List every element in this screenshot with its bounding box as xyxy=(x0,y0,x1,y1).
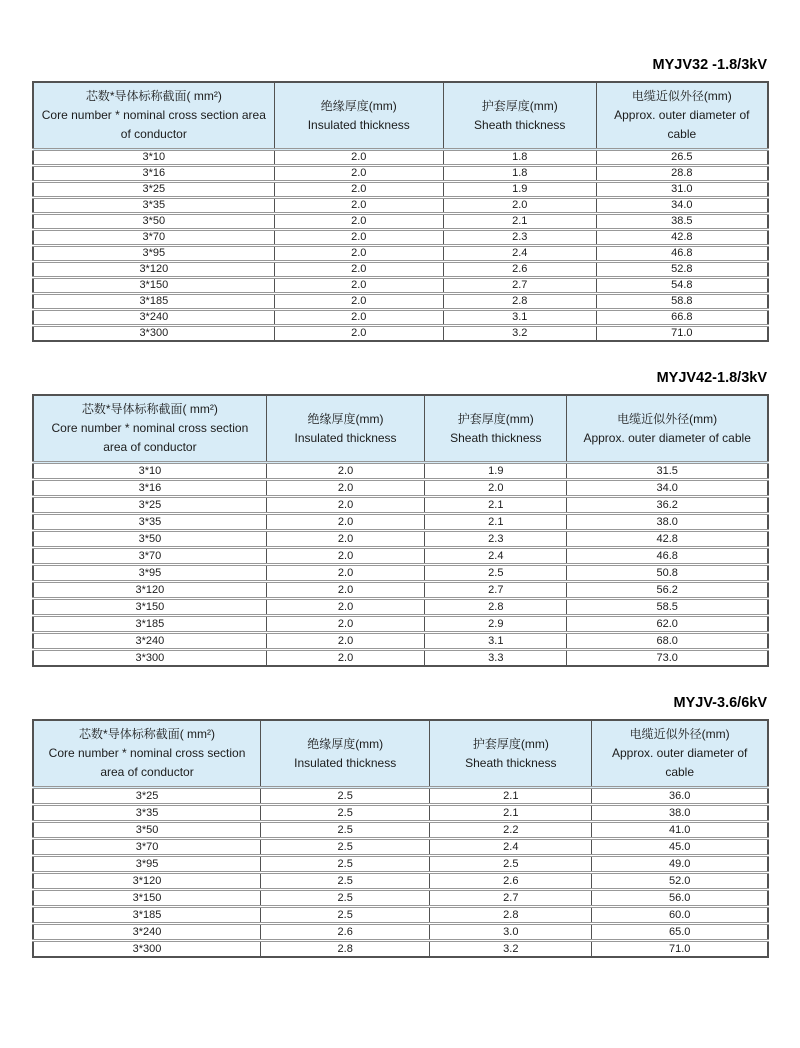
data-cell: 34.0 xyxy=(567,480,768,497)
data-row xyxy=(33,497,768,514)
data-row xyxy=(33,941,768,958)
data-row xyxy=(33,531,768,548)
header-line: 芯数*导体标称截面( mm²) xyxy=(79,727,216,741)
data-row xyxy=(33,650,768,667)
header-cell xyxy=(274,82,443,150)
header-cell xyxy=(596,82,768,150)
data-cell: 42.8 xyxy=(567,531,768,548)
header-line: Approx. outer diameter of xyxy=(611,746,748,760)
data-cell: 3*25 xyxy=(33,788,261,805)
data-row xyxy=(33,822,768,839)
data-cell: 50.8 xyxy=(567,565,768,582)
data-cell: 3*240 xyxy=(33,310,274,326)
header-row xyxy=(33,395,768,463)
data-row xyxy=(33,788,768,805)
spec-table-myjv32 xyxy=(32,81,769,342)
data-cell: 71.0 xyxy=(596,326,768,342)
data-cell: 2.4 xyxy=(430,839,592,856)
header-line: Insulated thickness xyxy=(294,755,397,770)
data-cell: 2.9 xyxy=(425,616,567,633)
data-cell: 2.0 xyxy=(274,198,443,214)
data-cell: 2.4 xyxy=(425,548,567,565)
data-cell: 3*10 xyxy=(33,463,266,480)
data-cell: 2.3 xyxy=(425,531,567,548)
spec-table-myjv42 xyxy=(32,394,769,667)
data-cell: 2.0 xyxy=(274,182,443,198)
data-row xyxy=(33,599,768,616)
data-row xyxy=(33,166,768,182)
data-cell: 3*35 xyxy=(33,198,274,214)
data-row xyxy=(33,839,768,856)
data-cell: 3*25 xyxy=(33,182,274,198)
data-cell: 2.5 xyxy=(261,839,430,856)
data-cell: 28.8 xyxy=(596,166,768,182)
header-line: Insulated thickness xyxy=(307,117,410,132)
header-line: 芯数*导体标称截面( mm²) xyxy=(81,402,218,416)
data-row xyxy=(33,805,768,822)
data-cell: 1.9 xyxy=(443,182,596,198)
header-cell xyxy=(567,395,768,463)
data-cell: 3*25 xyxy=(33,497,266,514)
table-title: MYJV42-1.8/3kV xyxy=(656,370,767,386)
data-cell: 1.9 xyxy=(425,463,567,480)
header-row xyxy=(33,82,768,150)
header-line: 绝缘厚度(mm) xyxy=(307,736,384,751)
data-cell: 2.0 xyxy=(266,463,424,480)
data-cell: 3*185 xyxy=(33,616,266,633)
header-cell xyxy=(33,82,274,150)
data-cell: 2.5 xyxy=(261,856,430,873)
data-cell: 3*50 xyxy=(33,214,274,230)
header-line: cable xyxy=(667,127,697,141)
header-line: Approx. outer diameter of xyxy=(614,108,750,122)
data-cell: 3*70 xyxy=(33,230,274,246)
table-head xyxy=(33,395,768,463)
data-cell: 56.0 xyxy=(592,890,768,907)
data-cell: 62.0 xyxy=(567,616,768,633)
data-cell: 3*16 xyxy=(33,480,266,497)
header-cell xyxy=(430,720,592,788)
data-row xyxy=(33,890,768,907)
header-line: area of conductor xyxy=(100,765,194,779)
data-cell: 2.6 xyxy=(443,262,596,278)
data-cell: 3*70 xyxy=(33,839,261,856)
header-line: 芯数*导体标称截面( mm²) xyxy=(85,89,222,103)
data-cell: 36.2 xyxy=(567,497,768,514)
data-cell: 3*95 xyxy=(33,246,274,262)
header-line: Sheath thickness xyxy=(450,430,542,445)
data-cell: 3*185 xyxy=(33,907,261,924)
data-cell: 2.0 xyxy=(266,633,424,650)
data-row xyxy=(33,463,768,480)
data-cell: 3*185 xyxy=(33,294,274,310)
data-cell: 2.1 xyxy=(443,214,596,230)
data-cell: 3*50 xyxy=(33,531,266,548)
data-cell: 2.5 xyxy=(261,805,430,822)
header-cell xyxy=(425,395,567,463)
header-cell xyxy=(266,395,424,463)
data-cell: 2.5 xyxy=(261,788,430,805)
header-line: 护套厚度(mm) xyxy=(472,736,549,751)
data-cell: 2.7 xyxy=(443,278,596,294)
data-cell: 2.2 xyxy=(430,822,592,839)
data-cell: 2.3 xyxy=(443,230,596,246)
data-row xyxy=(33,310,768,326)
table-title: MYJV32 -1.8/3kV xyxy=(652,57,767,73)
header-cell xyxy=(443,82,596,150)
data-cell: 2.0 xyxy=(266,565,424,582)
data-cell: 3*120 xyxy=(33,262,274,278)
data-cell: 2.0 xyxy=(274,262,443,278)
data-row xyxy=(33,246,768,262)
data-cell: 2.0 xyxy=(274,166,443,182)
data-cell: 2.1 xyxy=(430,788,592,805)
data-cell: 68.0 xyxy=(567,633,768,650)
data-cell: 2.0 xyxy=(274,246,443,262)
header-line: area of conductor xyxy=(103,440,197,454)
data-cell: 2.5 xyxy=(261,907,430,924)
data-cell: 58.5 xyxy=(567,599,768,616)
data-cell: 3.2 xyxy=(443,326,596,342)
data-row xyxy=(33,150,768,166)
data-cell: 31.0 xyxy=(596,182,768,198)
data-cell: 73.0 xyxy=(567,650,768,667)
data-row xyxy=(33,633,768,650)
data-cell: 2.0 xyxy=(425,480,567,497)
header-cell xyxy=(33,395,266,463)
header-line: cable xyxy=(665,765,695,779)
data-row xyxy=(33,182,768,198)
data-cell: 71.0 xyxy=(592,941,768,958)
data-cell: 2.0 xyxy=(274,278,443,294)
data-cell: 42.8 xyxy=(596,230,768,246)
data-cell: 3.1 xyxy=(443,310,596,326)
data-row xyxy=(33,480,768,497)
data-cell: 2.0 xyxy=(266,650,424,667)
data-cell: 3.3 xyxy=(425,650,567,667)
table-title: MYJV-3.6/6kV xyxy=(673,695,767,711)
data-cell: 2.0 xyxy=(274,310,443,326)
data-cell: 2.5 xyxy=(261,890,430,907)
data-cell: 3*35 xyxy=(33,514,266,531)
data-cell: 52.8 xyxy=(596,262,768,278)
data-cell: 38.0 xyxy=(592,805,768,822)
data-cell: 2.5 xyxy=(261,822,430,839)
data-cell: 2.0 xyxy=(266,480,424,497)
data-row xyxy=(33,582,768,599)
data-row xyxy=(33,326,768,342)
data-cell: 1.8 xyxy=(443,150,596,166)
data-cell: 45.0 xyxy=(592,839,768,856)
header-line: 护套厚度(mm) xyxy=(457,411,534,426)
data-cell: 2.4 xyxy=(443,246,596,262)
table-body xyxy=(33,463,768,667)
data-cell: 3.1 xyxy=(425,633,567,650)
data-cell: 46.8 xyxy=(567,548,768,565)
data-cell: 3*95 xyxy=(33,856,261,873)
data-cell: 3*50 xyxy=(33,822,261,839)
table-body xyxy=(33,788,768,958)
data-row xyxy=(33,262,768,278)
data-row xyxy=(33,616,768,633)
data-row xyxy=(33,873,768,890)
data-cell: 2.5 xyxy=(430,856,592,873)
data-cell: 2.6 xyxy=(261,924,430,941)
data-cell: 3*35 xyxy=(33,805,261,822)
data-cell: 2.0 xyxy=(266,548,424,565)
data-row xyxy=(33,548,768,565)
data-cell: 3*95 xyxy=(33,565,266,582)
table-section-myjv xyxy=(32,694,769,958)
data-cell: 58.8 xyxy=(596,294,768,310)
data-cell: 2.0 xyxy=(266,514,424,531)
data-cell: 2.1 xyxy=(425,497,567,514)
data-cell: 3*150 xyxy=(33,599,266,616)
header-line: Insulated thickness xyxy=(294,430,397,445)
data-row xyxy=(33,924,768,941)
header-line: 绝缘厚度(mm) xyxy=(307,411,384,426)
data-cell: 2.0 xyxy=(266,599,424,616)
data-cell: 3*10 xyxy=(33,150,274,166)
data-cell: 3*240 xyxy=(33,924,261,941)
data-row xyxy=(33,198,768,214)
header-line: 电缆近似外径(mm) xyxy=(631,89,732,103)
header-line: 电缆近似外径(mm) xyxy=(617,411,718,426)
data-cell: 2.0 xyxy=(274,294,443,310)
data-row xyxy=(33,856,768,873)
header-line: Sheath thickness xyxy=(465,755,557,770)
data-cell: 3*150 xyxy=(33,278,274,294)
data-cell: 60.0 xyxy=(592,907,768,924)
table-section-myjv32 xyxy=(32,56,769,342)
table-body xyxy=(33,150,768,342)
header-cell xyxy=(592,720,768,788)
data-cell: 46.8 xyxy=(596,246,768,262)
data-cell: 2.0 xyxy=(274,214,443,230)
data-cell: 52.0 xyxy=(592,873,768,890)
header-cell xyxy=(33,720,261,788)
data-cell: 66.8 xyxy=(596,310,768,326)
data-cell: 2.8 xyxy=(443,294,596,310)
spec-table-myjv xyxy=(32,719,769,958)
data-cell: 2.5 xyxy=(425,565,567,582)
header-line: Core number * nominal cross section xyxy=(51,421,249,435)
data-cell: 1.8 xyxy=(443,166,596,182)
data-row xyxy=(33,214,768,230)
data-cell: 38.5 xyxy=(596,214,768,230)
data-cell: 3*70 xyxy=(33,548,266,565)
data-row xyxy=(33,514,768,531)
data-cell: 3*120 xyxy=(33,582,266,599)
data-cell: 65.0 xyxy=(592,924,768,941)
data-cell: 3*240 xyxy=(33,633,266,650)
data-cell: 2.7 xyxy=(430,890,592,907)
data-row xyxy=(33,278,768,294)
header-line: of conductor xyxy=(120,127,187,141)
header-line: 绝缘厚度(mm) xyxy=(320,98,397,113)
data-row xyxy=(33,565,768,582)
data-cell: 56.2 xyxy=(567,582,768,599)
data-cell: 36.0 xyxy=(592,788,768,805)
header-line: Approx. outer diameter of cable xyxy=(583,430,751,445)
data-cell: 3.2 xyxy=(430,941,592,958)
header-line: Sheath thickness xyxy=(474,117,566,132)
data-cell: 3*300 xyxy=(33,650,266,667)
data-cell: 3*120 xyxy=(33,873,261,890)
header-line: 电缆近似外径(mm) xyxy=(629,727,730,741)
data-cell: 34.0 xyxy=(596,198,768,214)
table-head xyxy=(33,720,768,788)
data-cell: 2.8 xyxy=(425,599,567,616)
data-cell: 2.0 xyxy=(274,150,443,166)
table-head xyxy=(33,82,768,150)
data-cell: 49.0 xyxy=(592,856,768,873)
data-cell: 2.0 xyxy=(274,326,443,342)
data-cell: 2.8 xyxy=(430,907,592,924)
data-cell: 41.0 xyxy=(592,822,768,839)
header-cell xyxy=(261,720,430,788)
data-cell: 3*150 xyxy=(33,890,261,907)
data-cell: 2.5 xyxy=(261,873,430,890)
data-cell: 2.0 xyxy=(266,497,424,514)
data-cell: 3*300 xyxy=(33,326,274,342)
header-line: Core number * nominal cross section area xyxy=(41,108,266,122)
data-row xyxy=(33,907,768,924)
header-line: Core number * nominal cross section xyxy=(48,746,246,760)
data-cell: 2.0 xyxy=(443,198,596,214)
data-cell: 2.0 xyxy=(266,616,424,633)
data-cell: 38.0 xyxy=(567,514,768,531)
table-section-myjv42 xyxy=(32,369,769,667)
data-row xyxy=(33,230,768,246)
data-cell: 26.5 xyxy=(596,150,768,166)
data-cell: 2.7 xyxy=(425,582,567,599)
data-cell: 2.0 xyxy=(266,531,424,548)
data-cell: 2.8 xyxy=(261,941,430,958)
data-cell: 3*16 xyxy=(33,166,274,182)
data-cell: 3*300 xyxy=(33,941,261,958)
data-cell: 3.0 xyxy=(430,924,592,941)
header-line: 护套厚度(mm) xyxy=(481,98,558,113)
data-cell: 2.1 xyxy=(430,805,592,822)
data-cell: 2.0 xyxy=(266,582,424,599)
header-row xyxy=(33,720,768,788)
data-cell: 2.1 xyxy=(425,514,567,531)
data-cell: 54.8 xyxy=(596,278,768,294)
data-row xyxy=(33,294,768,310)
data-cell: 2.6 xyxy=(430,873,592,890)
data-cell: 2.0 xyxy=(274,230,443,246)
data-cell: 31.5 xyxy=(567,463,768,480)
